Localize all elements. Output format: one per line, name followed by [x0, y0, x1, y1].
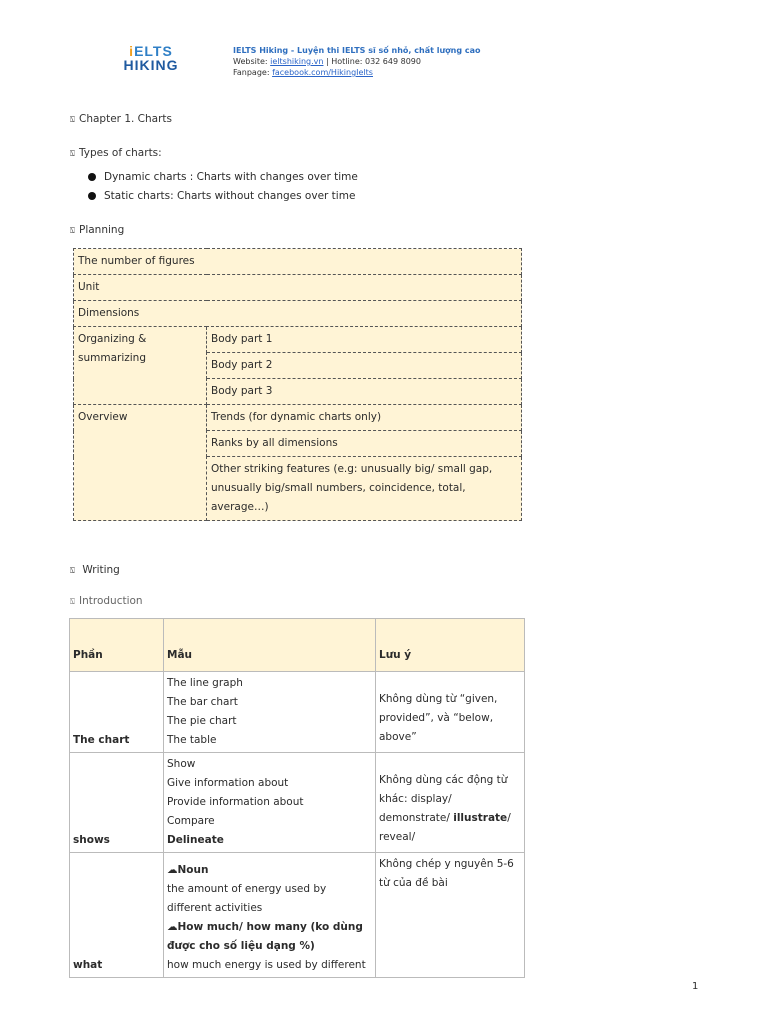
row-label-shows: shows: [70, 753, 164, 853]
plan-cell-body1: Body part 1: [207, 327, 522, 353]
website-link[interactable]: ieltshiking.vn: [270, 57, 324, 66]
sample-item: the amount of energy used by different activities: [167, 883, 327, 914]
ielts-hiking-logo: [121, 44, 181, 74]
plan-cell-unit: Unit: [74, 275, 522, 301]
note-bold: illustrate: [453, 812, 508, 824]
list-item: [86, 188, 358, 207]
marker-icon: ⍂: [70, 597, 75, 606]
sample-item: The table: [167, 734, 217, 746]
plan-cell-ranks: Ranks by all dimensions: [207, 431, 522, 457]
plan-cell-overview: Overview: [74, 405, 207, 521]
row-samples-chart: [164, 672, 376, 753]
row-samples-what: [164, 853, 376, 978]
chapter-text: Chapter 1. Charts: [79, 113, 172, 125]
introduction-title: Introduction: [79, 595, 143, 607]
row-note-what: Không chép y nguyên 5-6 từ của đề bài: [376, 853, 525, 978]
hotline: | Hotline: 032 649 8090: [323, 57, 421, 66]
marker-icon: ⍂: [70, 566, 75, 575]
website-label: Website:: [233, 57, 271, 66]
planning-heading: [70, 224, 124, 236]
page-number: 1: [692, 981, 699, 992]
bullet-icon: [88, 192, 96, 200]
sample-item: how much energy is used by different: [167, 959, 366, 971]
sample-item: Compare: [167, 815, 215, 827]
note-text: / reveal/: [379, 812, 511, 843]
sample-heading: ☁Noun: [167, 864, 209, 876]
header-title: IELTS Hiking - Luyện thi IELTS sĩ số nhỏ, chất lượng cao: [233, 46, 481, 55]
sample-item: The pie chart: [167, 715, 237, 727]
table-row: [70, 672, 525, 753]
sample-item: The bar chart: [167, 696, 238, 708]
logo-bottom-text: HIKING: [123, 57, 179, 73]
row-note-shows: [376, 753, 525, 853]
header-info: [233, 45, 480, 78]
table-row: [70, 753, 525, 853]
sample-item: Show: [167, 758, 196, 770]
table-row: [70, 853, 525, 978]
row-samples-shows: [164, 753, 376, 853]
marker-icon: ⍂: [70, 226, 75, 235]
list-item: [86, 169, 358, 188]
plan-cell-figures: The number of figures: [74, 249, 522, 275]
writing-title: Writing: [79, 564, 120, 576]
sample-heading: ☁How much/ how many (ko dùng được cho số liệu dạng %): [167, 921, 363, 952]
sample-item: Provide information about: [167, 796, 304, 808]
plan-cell-organizing: Organizing & summarizing: [74, 327, 207, 405]
marker-icon: ⍂: [70, 149, 75, 158]
note-text: Không dùng các động từ khác: display/ demonstrate/: [379, 774, 508, 824]
planning-title: Planning: [79, 224, 125, 236]
plan-cell-dimensions: Dimensions: [74, 301, 522, 327]
row-note-chart: Không dùng từ “given, provided”, và “below, above”: [376, 672, 525, 753]
introduction-heading: [70, 595, 143, 607]
fanpage-link[interactable]: facebook.com/HikingIelts: [272, 68, 373, 77]
list-item-text: Dynamic charts : Charts with changes over time: [104, 171, 358, 183]
bullet-icon: [88, 173, 96, 181]
planning-table: [73, 248, 522, 521]
row-label-chart: The chart: [70, 672, 164, 753]
writing-heading: [70, 564, 120, 576]
marker-icon: ⍂: [70, 115, 75, 124]
row-label-what: what: [70, 853, 164, 978]
sample-item: The line graph: [167, 677, 243, 689]
chapter-heading: [70, 113, 172, 125]
types-list: [86, 169, 358, 207]
logo-dot: i: [129, 43, 135, 59]
header-cell-part: Phần: [70, 619, 164, 672]
plan-cell-other: Other striking features (e.g: unusually big/ small gap, unusually big/small numbers, coincidence, total, average…): [207, 457, 522, 521]
header-cell-sample: Mẫu: [164, 619, 376, 672]
list-item-text: Static charts: Charts without changes over time: [104, 190, 356, 202]
introduction-table: [69, 618, 525, 978]
types-title: Types of charts:: [79, 147, 162, 159]
plan-cell-trends: Trends (for dynamic charts only): [207, 405, 522, 431]
header-cell-note: Lưu ý: [376, 619, 525, 672]
sample-item: Delineate: [167, 834, 224, 846]
fanpage-label: Fanpage:: [233, 68, 273, 77]
sample-item: Give information about: [167, 777, 289, 789]
logo-top-text: ELTS: [134, 43, 173, 59]
plan-cell-body2: Body part 2: [207, 353, 522, 379]
plan-cell-body3: Body part 3: [207, 379, 522, 405]
types-heading: [70, 147, 162, 159]
